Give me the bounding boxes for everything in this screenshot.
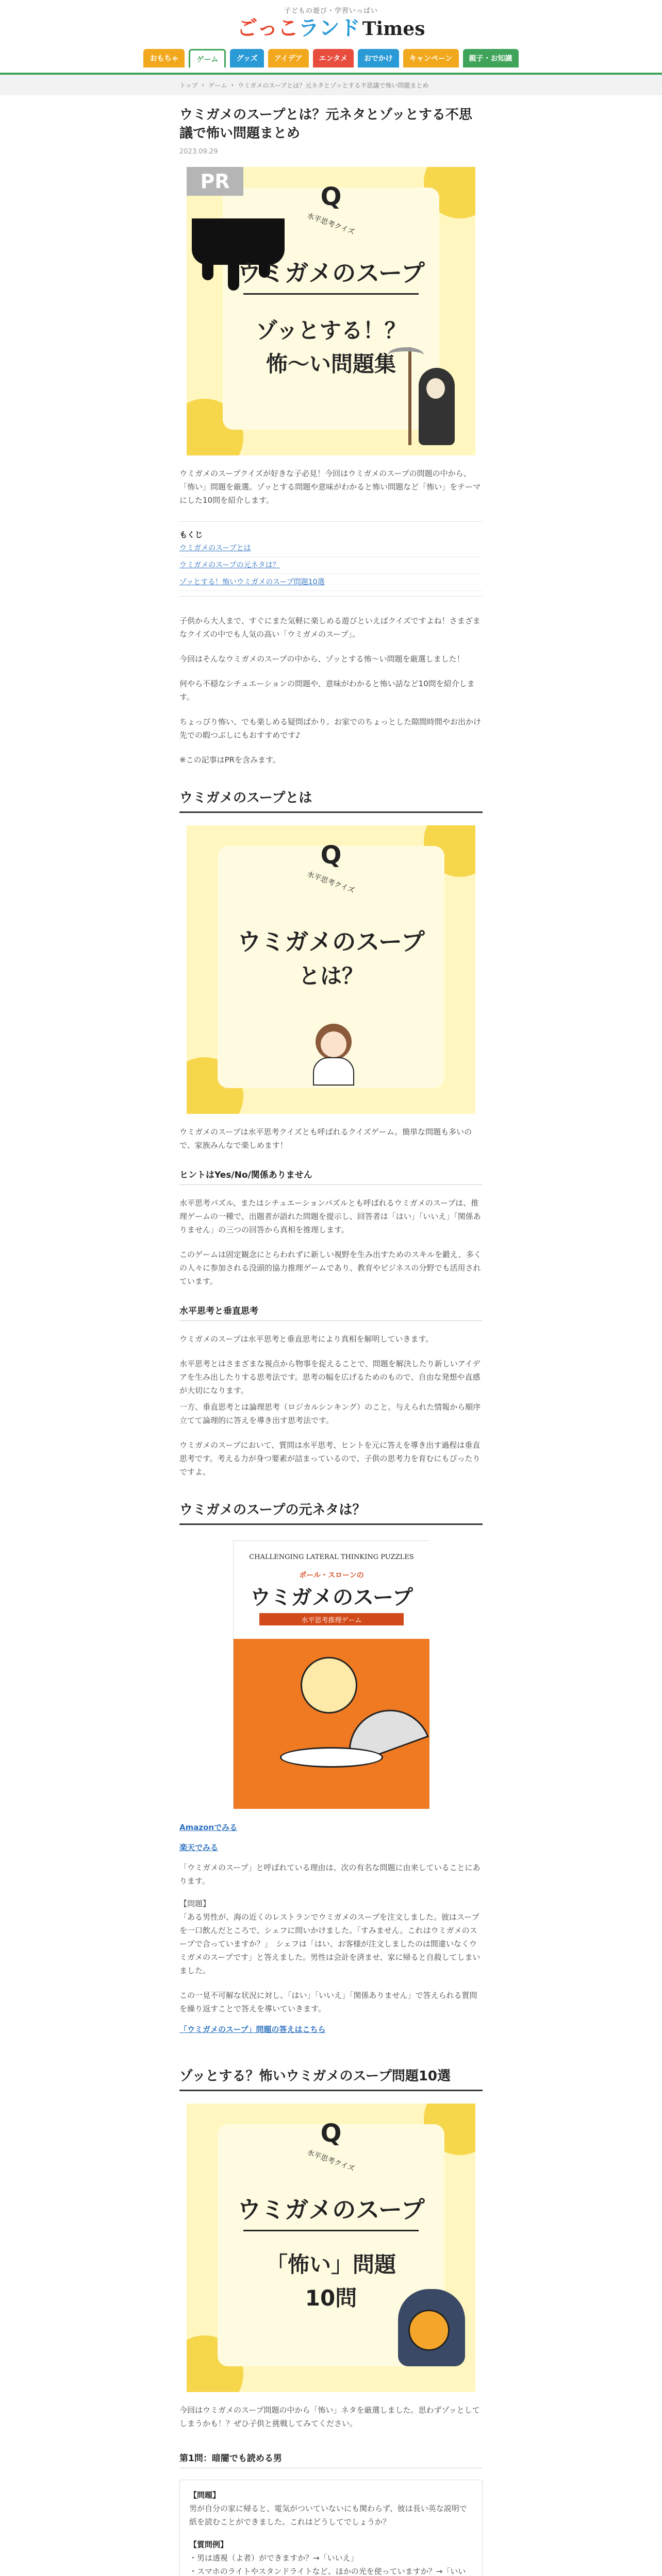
main-nav — [0, 49, 662, 67]
book-author: ポール・スローンの — [299, 1571, 364, 1580]
section-heading: ゾッとする？怖いウミガメのスープ問題10選 — [179, 2065, 483, 2091]
image-subtitle-1: 「怖い」問題 — [266, 2252, 396, 2277]
paragraph: 何やら不穏なシチュエーションの問題や、意味がわかると怖い話など10問を紹介します。 — [179, 679, 475, 702]
q-subtitle: 水平思考クイズ — [306, 2148, 356, 2174]
page-title: ウミガメのスープとは？元ネタとゾッとする不思議で怖い問題まとめ — [179, 107, 472, 141]
paragraph: 今回はウミガメのスープ問題の中から「怖い」ネタを厳選しました。思わずゾッとしてしまうかも！？ぜひ子供と挑戦してみてください。 — [179, 2405, 480, 2428]
thinking-girl-illustration — [310, 1024, 357, 1086]
logo-text[interactable] — [0, 17, 662, 40]
breadcrumb-separator: › — [231, 81, 234, 89]
problem-text: 男が自分の家に帰ると、電気がついていないにも関わらず、彼は長い英な説明で紙を読むことができました。これはどうしてでしょうか？ — [189, 2504, 467, 2527]
section-heading: ウミガメのスープとは — [179, 787, 483, 813]
rakuten-link[interactable]: 楽天でみる — [179, 1843, 219, 1852]
q-badge: Q — [320, 2119, 342, 2148]
book-cover-image[interactable] — [233, 1540, 429, 1808]
nav-item[interactable]: アイデア — [268, 49, 309, 67]
eyecatch-subtitle-2: 怖〜い問題集 — [266, 351, 396, 377]
divider — [243, 2230, 419, 2231]
answer-link[interactable]: 「ウミガメのスープ」問題の答えはこちら — [179, 2025, 326, 2034]
problem-label: 【問題】 — [179, 1899, 211, 1908]
nav-item[interactable]: おでかけ — [358, 49, 399, 67]
article — [179, 106, 483, 2576]
image-title: ウミガメのスープ — [237, 2196, 425, 2224]
paragraph: ウミガメのスープは水平思考クイズとも呼ばれるクイズゲーム。簡単な問題も多いので、家族みんなで楽しめます！ — [179, 1127, 472, 1150]
paragraph: この一見不可解な状況に対し、「はい」「いいえ」「関係ありません」で答えられる質問を繰り返すことで答えを導いていきます。 — [179, 1991, 477, 2013]
q-subtitle: 水平思考クイズ — [306, 870, 356, 895]
image-title: ウミガメのスープ — [237, 928, 425, 956]
intro-text: ウミガメのスープクイズが好きな子必見！今回はウミガメのスープの問題の中から、「怖い」問題を厳選。ゾッとする問題や意味がわかると怖い問題など「怖い」をテーマにした10問を紹介します。 — [179, 469, 481, 505]
nav-item[interactable]: キャンペーン — [403, 49, 459, 67]
example-label: 【質問例】 — [189, 2540, 228, 2549]
eyecatch-title: ウミガメのスープ — [237, 259, 425, 287]
toc-item[interactable]: ウミガメのスープとは — [179, 540, 483, 557]
book-title: ウミガメのスープ — [250, 1586, 413, 1609]
paragraph: 今回はそんなウミガメのスープの中から、ゾッとする怖〜い問題を厳選しました！ — [179, 654, 465, 664]
paragraph: 水平思考パズル、またはシチュエーションパズルとも呼ばれるウミガメのスープは、推理ゲームの一種で、出題者が語れた問題を提示し、回答者は「はい」「いいえ」「関係ありません」の三つの回答から真相を推理します。 — [179, 1198, 481, 1234]
nav-item[interactable]: おもちゃ — [143, 49, 185, 67]
subsection-heading: 水平思考と垂直思考 — [179, 1303, 483, 1321]
breadcrumb — [0, 75, 662, 95]
image-subtitle: とは？ — [298, 963, 363, 989]
example-list — [189, 2551, 473, 2576]
toc-title: もくじ — [179, 530, 203, 539]
paragraph: 一方、垂直思考とは論理思考（ロジカルシンキング）のこと。与えられた情報から順序立てて論理的に答えを導き出す思考法です。 — [179, 1402, 481, 1425]
nav-item[interactable]: ゲーム — [189, 49, 226, 67]
book-subtitle: 水平思考推理ゲーム — [259, 1613, 404, 1625]
list-item: ・スマホのライトやスタンドライトなど、ほかの光を使っていますか？→「いい — [189, 2567, 466, 2576]
eyecatch-subtitle-1: ゾッとする！？ — [256, 318, 406, 343]
eyecatch-image — [187, 167, 475, 455]
logo-tagline: 子どもの遊び・学習いっぱい — [284, 7, 378, 15]
breadcrumb-home[interactable]: トップ — [179, 81, 198, 89]
logo-part-1: ごっこ — [237, 16, 299, 40]
problem-label: 【問題】 — [189, 2490, 221, 2500]
section-heading: ウミガメのスープの元ネタは？ — [179, 1499, 483, 1525]
breadcrumb-separator: › — [202, 81, 205, 89]
breadcrumb-current: ウミガメのスープとは？元ネタとゾッとする不思議で怖い問題まとめ — [238, 81, 429, 89]
paragraph: 水平思考とはさまざまな視点から物事を捉えることで、問題を解決したり新しいアイデアを生み出したりする思考法です。思考の幅を広げるためのもので、自由な発想や直感が大切になります。 — [179, 1359, 481, 1395]
q-subtitle: 水平思考クイズ — [306, 211, 356, 237]
nav-item[interactable]: グッズ — [230, 49, 263, 67]
logo[interactable] — [0, 5, 662, 40]
logo-part-3: Times — [362, 18, 425, 40]
paragraph: ウミガメのスープは水平思考と垂直思考により真相を解明していきます。 — [179, 1334, 434, 1344]
reaper-illustration — [403, 347, 465, 445]
scared-boy-illustration — [393, 2289, 465, 2371]
logo-part-2: ランド — [298, 16, 360, 40]
section-image — [187, 825, 475, 1114]
publish-date: 2023.09.29 — [179, 148, 218, 156]
paragraph: ウミガメのスープにおいて、質問は水平思考、ヒントを元に答えを導き出す過程は垂直思考です。考える力が身つ要素が詰まっているので、子供の思考力を育むにもぴったりですよ。 — [179, 1440, 481, 1477]
paragraph: 「ウミガメのスープ」と呼ばれている理由は、次の有名な問題に由来していることにあります。 — [179, 1863, 481, 1886]
paragraph: このゲームは固定観念にとらわれずに新しい視野を生み出すためのスキルを鍛え、多くの人々に参加される没頭的協力推理ゲームであり、教育やビジネスの分野でも活用されています。 — [179, 1250, 482, 1286]
list-item: ・男は透視（よ者）ができますか？→「いいえ」 — [189, 2553, 358, 2563]
site-header — [0, 0, 662, 75]
nav-item[interactable]: 親子・お知識 — [463, 49, 519, 67]
subsection-heading: ヒントはYes/No/関係ありません — [179, 1167, 483, 1185]
image-subtitle-2: 10問 — [305, 2285, 357, 2311]
nav-item[interactable]: エンタメ — [313, 49, 354, 67]
pr-badge: PR — [187, 167, 243, 196]
paragraph: 子供から大人まで、すぐにまた気軽に楽しめる遊びといえばクイズですよね！さまざまなクイズの中でも人気の高い「ウミガメのスープ」。 — [179, 616, 481, 639]
pr-note: ※この記事はPRを含みます。 — [179, 755, 280, 765]
question-box — [179, 2480, 483, 2576]
q-badge: Q — [320, 841, 342, 870]
table-of-contents — [179, 521, 483, 597]
problem-text: 「ある男性が、海の近くのレストランでウミガメのスープを注文しました。彼はスープを一口飲んだところで、シェフに問いかけました。「すみません。これはウミガメのスープで合っていますか？」 シェフは「はい、お客様が注文しましたのは間違いなくウミガメのスープです」と答えました。男性は会計を済ませ、家に帰ると自殺してしまいました。 — [179, 1912, 481, 1975]
amazon-link[interactable]: Amazonでみる — [179, 1823, 238, 1832]
toc-item[interactable]: ウミガメのスープの元ネタは？ — [179, 557, 483, 574]
breadcrumb-category[interactable]: ゲーム — [208, 81, 227, 89]
paragraph: ちょっぴり怖い、でも楽しめる疑問ばかり。お家でのちょっとした隙間時間やお出かけ先での暇つぶしにもおすすめです♪ — [179, 717, 482, 740]
q-badge: Q — [320, 182, 342, 211]
toc-item[interactable]: ゾッとする！怖いウミガメのスープ問題10選 — [179, 574, 483, 591]
book-english-title: CHALLENGING LATERAL THINKING PUZZLES — [249, 1553, 414, 1561]
section-image — [187, 2104, 475, 2392]
question-heading: 第1問：暗闇でも読める男 — [179, 2451, 483, 2468]
divider — [243, 293, 419, 295]
